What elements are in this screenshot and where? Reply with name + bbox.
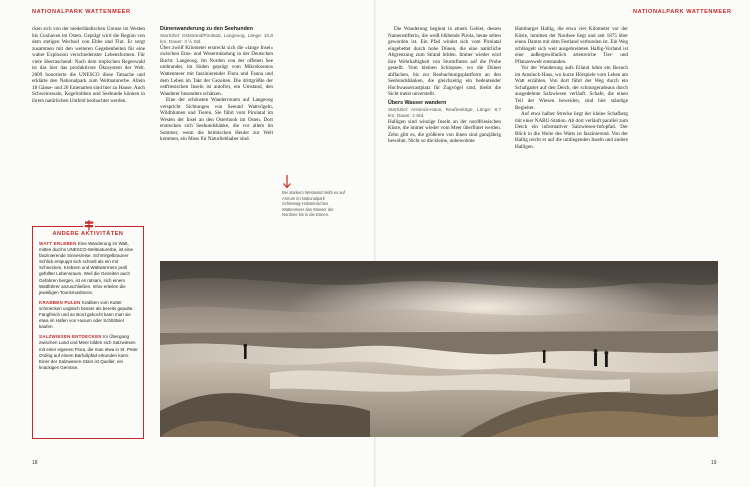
col4-paragraph: Auf etwa halber Strecke liegt der kleine Schafberg mit einer NABU-Station. Ab dort verläuft parallel zum Deich ein informativer Salzwiesen-Infopfad. Der Blick in die Weite des Watts ist faszinierend. Von der Hallig reicht er auf die umliegenden Inseln und andere Halligen. bbox=[515, 111, 628, 150]
dune-landscape-photo bbox=[160, 261, 718, 437]
sidebar-text: Krabben vom Kutter schmecken ungleich besser als bereits gepulte. Fangfrisch und an Bord gekocht kann man sie etwa im Hafen von Husum oder Schlüttsiel kaufen. bbox=[39, 299, 134, 330]
sidebar-text: Im Übergang zwischen Land und Meer bilden sich Salzwiesen mit einer eigenen Flora, die man etwa in St. Peter Ording auf einem Barfußpfad erkunden kann. Einer der Salzwiesen-Stars ist Queller, ein knackiges Gemüse. bbox=[39, 334, 138, 370]
col3-paragraph: Halligen sind winzige Inseln an der nordfriesischen Küste, die immer wieder vom Meer überflutet werden. Zehn gibt es, die größeren von ihnen sind ganzjährig bewohnt. Nicht so die kleine, unbewohnte bbox=[388, 118, 501, 145]
sidebar-box bbox=[32, 226, 144, 439]
sidebar-keyword: KRABBEN PULEN bbox=[39, 299, 81, 305]
sidebar-text: Eine Wanderung im Watt, mitten durchs UNESCO-Weltnaturerbe, ist eine faszinierende Sinnesreise. Schmirgelbrauner Schlick entpuppt sich schnell als ein mit Schnecken, Krebsen und Wattwürmern prall gefüllter Lebensraum. Weil die Gezeiten auch Gefahren bergen, ist es ratsam, sich einem Wattführer anzuschließen. Infos erteilen die jeweiligen Tourismusbüros. bbox=[39, 241, 133, 295]
signpost-icon bbox=[83, 218, 95, 230]
running-head-right: NATIONALPARK WATTENMEER bbox=[633, 9, 732, 15]
col4-paragraph: Vor der Wanderung aufs Eiland lohnt ein Besuch im Amsinck-Haus, wo kurze Hörspiele vom Leben am Watt erzählen. Von dort führt der Weg durch ein Schafgatter auf den Deich, der schnurgeradeaus durch ausgedehnte Salzwiesen verläuft. Schafe, die einen Teil der Wiesen beweiden, sind hier ständige Begleiter. bbox=[515, 65, 628, 111]
route-meta: Start/Ziel: Oststrand/Pirolatal, Langeoog, Länge: 10,8 km, Dauer: 3 ½ Std. bbox=[160, 32, 273, 44]
column-2 bbox=[160, 26, 273, 143]
col4-paragraph: Hamburger Hallig, die etwa vier Kilometer vor der Küste, inmitten der Nordsee liegt und seit 1875 über einen Damm mit dem Festland verbunden ist. Ein Weg schlängelt sich weit ausgebreiteten Hallig-Vorland ist eine außergewöhnlich artenreiche Tier- und Pflanzenwelt entstanden. bbox=[515, 26, 628, 65]
column-1 bbox=[32, 26, 145, 105]
sidebar-item bbox=[39, 241, 138, 296]
page-number-left: 18 bbox=[32, 460, 38, 466]
photo-caption: Bei starkem Westwind treibt es auf Amrum im Nationalpark Schleswig-Holsteinisches Wattenmeer das Wasser der Nordsee bis in die Dünen. bbox=[282, 190, 345, 218]
col2-paragraph: Über zwölf Kilometer erstreckt sich die »lange Insel« zwischen Ems- und Wesermündung in der Deutschen Bucht: Langeoog. Im Norden von der offenen See umbrandet, im Süden geprägt vom Mikrokosmos Wattenmeer mit faszinierender Flora und Fauna und dem Leben im Takt der Gezeiten. Die drittgrößte der ostfriesischen Inseln ist autofrei, ein Umstand, den Wanderer besonders schätzen. bbox=[160, 44, 273, 97]
column-4 bbox=[515, 26, 628, 150]
col3-paragraph: Die Wanderung beginnt in einem Gebiet, dessen Namenstifterin, die weiß blühende Pirola, heute selten geworden ist. Ein Pfad windet sich vom Pirolatal eingebettet durch hohe Dünen, die eine natürliche Abgrenzung zum Strand bilden. Immer wieder wird ihre Wehrhaftigkeit von Sturmfluten auf die Probe gestellt. Vom kleinen Schlopsee, wo die Dünen abflachen, bis zur Beobachtungsplattform an den Seehundsbänken, die gleichzeitig ein bedeutender Hochwasserrastplatz für Zugvögel sind, bleibt die Sicht meist unverstellt. bbox=[388, 26, 501, 98]
running-head-left: NATIONALPARK WATTENMEER bbox=[32, 9, 131, 15]
sidebar-item bbox=[39, 300, 138, 330]
sidebar-title: ANDERE AKTIVITÄTEN bbox=[52, 231, 124, 237]
section-heading: Dünenwanderung zu den Seehunden bbox=[160, 26, 253, 32]
sidebar-body bbox=[39, 241, 138, 375]
arrow-down-icon bbox=[282, 175, 292, 189]
sidebar-keyword: WATT ERLEBEN bbox=[39, 241, 77, 246]
col1-paragraph: cken sich von der niederländischen Grenze im Westen bis Cuxhaven im Osten. Geprägt wird die Region von dem stetigen Wechsel von Ebbe und Flut. Er sorgt zusammen mit den weiteren Gegebenheiten für eine wahre Explosion verschiedenster Lebensformen. Für viele überraschend: Nach dem tropischen Regenwald ist das hier das produktivste Ökosystem der Welt. 2009 honorierte die UNESCO diese Tatsache und erklärte den Nationalpark zum Weltnaturerbe. Allein 18 Gänse- und 20 Entenarten sind hier zu Hause. Auch Schweinswale, Kegelrobben und Seehunde können in ihrem natürlichen Umfeld beobachtet werden. bbox=[32, 26, 145, 105]
route-meta: Start/Ziel: Amsinck-Haus, Reußenköge, Länge: 8,7 km, Dauer: 2 Std. bbox=[388, 106, 501, 118]
column-3 bbox=[388, 26, 501, 145]
sidebar-keyword: SALZWIESEN ENTDECKEN bbox=[39, 334, 102, 340]
sidebar-item bbox=[39, 334, 138, 371]
page-number-right: 19 bbox=[711, 460, 717, 466]
col2-paragraph: Eine der schönsten Wanderrouten auf Langeoog verspricht Sichtungen von Seeund Wattvögeln, Wildblumen und Tieren. Sie führt vom Pirolatal im Westen der Insel an den Osterhook im Osten. Dort erstrecken sich Seehundsbänke, die vor allem im Sommer, wenn die heimischen Heuler zur Welt kommen, ein Muss für Naturliebhaber sind. bbox=[160, 97, 273, 143]
section-heading: Übers Wasser wandern bbox=[388, 100, 447, 107]
